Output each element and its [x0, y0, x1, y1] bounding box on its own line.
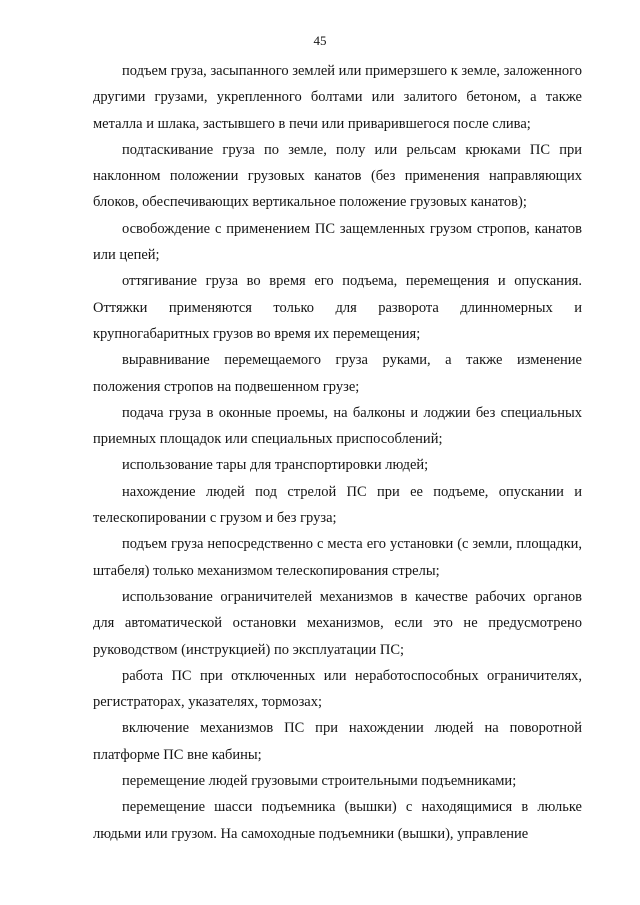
paragraph-people-on-platform: включение механизмов ПС при нахождении людей на поворотной платформе ПС вне кабины;: [93, 720, 582, 763]
paragraph-dragging-load: подтаскивание груза по земле, полу или рельсам крюками ПС при наклонном положении грузовых канатов (без применения направляющих блоков, обеспечивающих вертикальное положение грузовых канатов);: [93, 141, 582, 211]
paragraph-pulling-load: оттягивание груза во время его подъема, перемещения и опускания. Оттяжки применяются только для разворота длинномерных и крупногабаритных грузов во время их перемещения;: [93, 273, 582, 342]
paragraph-container-for-people: использование тары для транспортировки людей;: [122, 457, 429, 474]
paragraph-people-in-hoists: перемещение людей грузовыми строительными подъемниками;: [122, 773, 517, 790]
paragraph-people-under-boom: нахождение людей под стрелой ПС при ее подъеме, опускании и телескопировании с грузом и без груза;: [93, 483, 582, 527]
paragraph-disabled-limiters: работа ПС при отключенных или неработоспособных ограничителях, регистраторах, указателях, тормозах;: [93, 667, 582, 711]
paragraph-limiters-as-controls: использование ограничителей механизмов в качестве рабочих органов для автоматической остановки механизмов, если это не предусмотрено руководством (инструкцией) по эксплуатации ПС;: [93, 588, 582, 658]
paragraph-aligning-load-by-hand: выравнивание перемещаемого груза руками, а также изменение положения стропов на подвешенном грузе;: [93, 352, 582, 395]
paragraph-telescoping-lift: подъем груза непосредственно с места его установки (с земли, площадки, штабеля) только механизмом телескопирования стрелы;: [93, 536, 582, 579]
paragraph-releasing-slings: освобождение с применением ПС защемленных грузом стропов, канатов или цепей;: [93, 220, 582, 264]
paragraph-moving-lift-chassis: перемещение шасси подъемника (вышки) с находящимися в люльке людьми или грузом. На самоходные подъемники (вышки), управление: [93, 799, 582, 842]
paragraph-lift-frozen-load: подъем груза, засыпанного землей или примерзшего к земле, заложенного другими грузами, укрепленного болтами или залитого бетоном, а также металла и шлака, застывшего в печи или приварившегося после слива;: [93, 63, 582, 132]
paragraph-feeding-into-windows: подача груза в оконные проемы, на балконы и лоджии без специальных приемных площадок или специальных приспособлений;: [93, 404, 582, 448]
page-number: 45: [313, 33, 327, 48]
body-text: [93, 58, 582, 847]
